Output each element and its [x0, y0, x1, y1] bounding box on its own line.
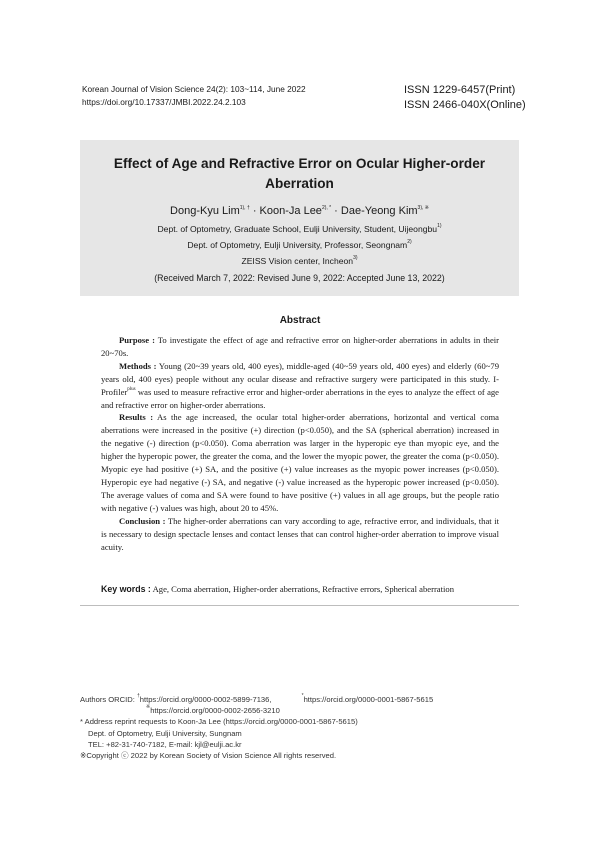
conclusion-label: Conclusion :: [119, 515, 166, 526]
reprint-dept: Dept. of Optometry, Eulji University, Sungnam: [88, 728, 242, 738]
author-mark: 2), *: [321, 205, 332, 211]
issn-online: ISSN 2466-040X(Online): [404, 99, 526, 111]
author-list: [80, 204, 519, 218]
keywords-label: Key words :: [101, 584, 151, 594]
author-mark: 3), ※: [417, 205, 429, 211]
abstract-heading: Abstract: [279, 315, 321, 326]
keywords: [101, 584, 499, 594]
orcid-mark: †: [136, 693, 140, 699]
affiliation-mark: 2): [407, 239, 412, 245]
abstract-body: [101, 334, 499, 553]
conclusion-text: The higher-order aberrations can vary according to age, refractive error, and individuals, that it is necessary to design spectacle lenses and contact lenses that can control higher-order aberration to improve visual acuity.: [101, 515, 499, 552]
purpose-label: Purpose :: [119, 335, 155, 345]
reprint-request: * Address reprint requests to Koon-Ja Lee (https://orcid.org/0000-0001-5867-5615): [80, 717, 358, 727]
affiliation: [80, 240, 519, 251]
received-dates: (Received March 7, 2022: Revised June 9, 2022: Accepted June 13, 2022): [154, 273, 445, 283]
orcid-mark: ※: [146, 704, 151, 711]
results-text: As the age increased, the ocular total higher-order aberrations, horizontal and vertical coma aberrations were increased in the positive (+) direction (p<0.050), and the SA (spherical aberration) increased in the negative (-) direction (p<0.050). Coma aberration was larger in the hyperopic eye than myopic eye, and the higher the hyperopic power, the greater the coma, and the lower the myopic power, the greater the coma (p<0.050). Myopic eye had positive (+) SA, and the positive (+) value increases as the myopic power increases (p<0.050). Hyperopic eye had negative (-) SA, and negative (-) value increased as the hyperopic power increased (p<0.050). The average values of coma and SA were found to have positive (+) values in all age groups, but the people ratio with negative (-) values was high, about 20 to 45%.: [101, 412, 499, 513]
abstract-methods: [101, 360, 499, 412]
orcid-line-2: [80, 705, 530, 716]
affiliation-mark: 3): [353, 255, 358, 261]
methods-text-2: was used to measure refractive error and higher-order aberrations in the eyes to analyze the effect of age and refractive error on higher-order aberrations.: [101, 386, 499, 410]
orcid-link[interactable]: https://orcid.org/0000-0002-5899-7136,: [139, 695, 272, 704]
orcid-link[interactable]: https://orcid.org/0000-0001-5867-5615: [303, 695, 434, 704]
methods-label: Methods :: [119, 360, 157, 371]
journal-header: [82, 83, 306, 108]
affiliation: [80, 256, 519, 267]
title-box: [80, 140, 519, 296]
journal-citation: Korean Journal of Vision Science 24(2): 103~114, June 2022: [82, 84, 306, 94]
footnotes: [80, 694, 530, 761]
author-separator: ·: [252, 205, 257, 217]
author-name: Koon-Ja Lee: [259, 205, 322, 217]
author-name: Dong-Kyu Lim: [170, 205, 240, 217]
author-name: Dae-Yeong Kim: [340, 205, 418, 217]
methods-text-1: Young (20~39 years old, 400 eyes), middle-aged (40~59 years old, 400 eyes) and elderly (60~79 years old, 400 eyes) people without any ocular disease and refractive surgery were participated in this study. I-Profiler: [101, 360, 499, 397]
purpose-text: To investigate the effect of age and refractive error on higher-order aberrations in adults in their 20~70s.: [101, 335, 500, 358]
orcid-mark: *: [301, 693, 304, 699]
keywords-text: Age, Coma aberration, Higher-order aberrations, Refractive errors, Spherical aberration: [152, 584, 454, 594]
issn-print: ISSN 1229-6457(Print): [404, 84, 516, 96]
results-label: Results :: [119, 412, 154, 423]
reprint-contact: TEL: +82-31-740-7182, E-mail: kjl@eulji.ac.kr: [88, 739, 242, 749]
copyright: ※Copyright ⓒ 2022 by Korean Society of Vision Science All rights reserved.: [80, 751, 337, 761]
affiliation-text: Dept. of Optometry, Graduate School, Eulji University, Student, Uijeongbu: [157, 224, 438, 234]
orcid-link[interactable]: https://orcid.org/0000-0002-2656-3210: [150, 706, 280, 716]
abstract-purpose: [101, 334, 499, 360]
affiliation-text: ZEISS Vision center, Incheon: [241, 256, 354, 266]
paper-title-line-1: Effect of Age and Refractive Error on Ocular Higher-order: [113, 156, 486, 171]
issn-block: [404, 83, 526, 113]
author-separator: ·: [334, 205, 338, 217]
paper-title: [80, 154, 519, 194]
affiliation-mark: 1): [437, 223, 442, 229]
affiliation: [80, 224, 519, 235]
doi-link[interactable]: https://doi.org/10.17337/JMBI.2022.24.2.103: [82, 96, 246, 107]
author-mark: 1), †: [239, 205, 250, 211]
affiliation-text: Dept. of Optometry, Eulji University, Professor, Seongnam: [187, 240, 408, 250]
abstract-conclusion: [101, 515, 499, 554]
methods-plus: plus: [127, 386, 136, 392]
paper-title-line-2: Aberration: [265, 176, 334, 191]
keywords-divider: [80, 605, 519, 606]
orcid-label: Authors ORCID:: [80, 695, 135, 704]
abstract-results: [101, 411, 499, 514]
